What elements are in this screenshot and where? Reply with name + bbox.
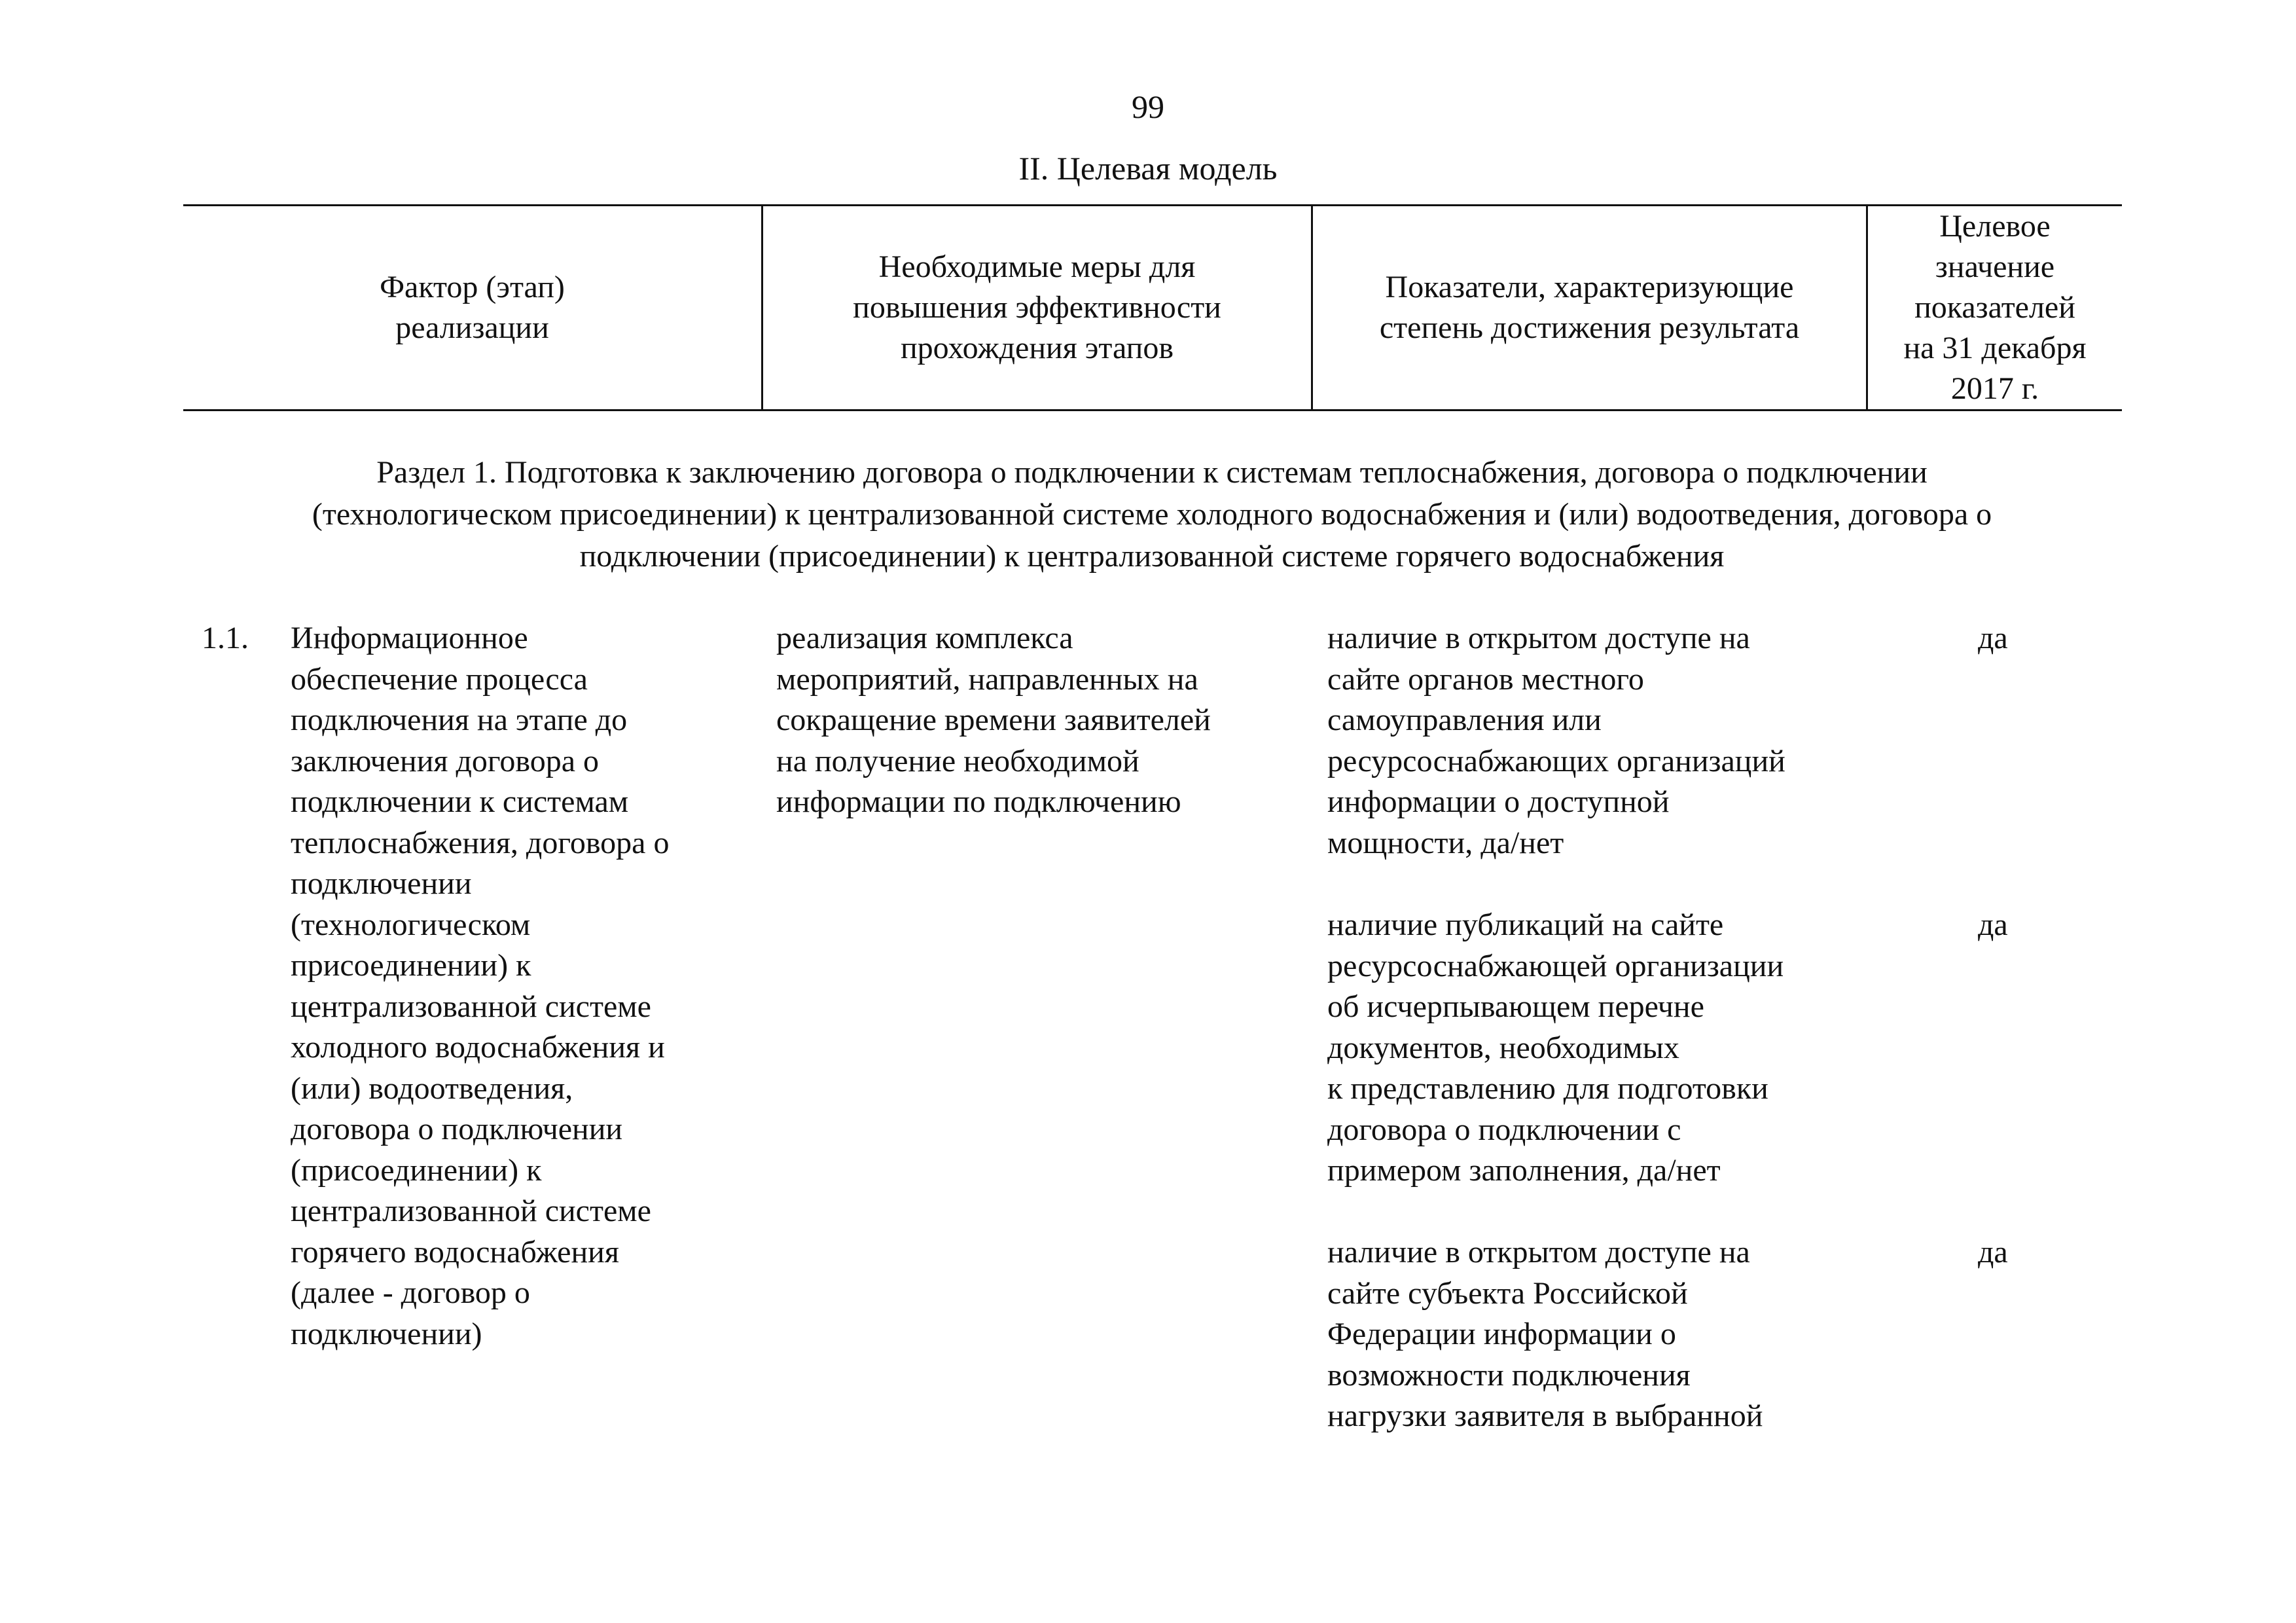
indicator-line: нагрузки заявителя в выбранной (1327, 1398, 1763, 1433)
factor-line: централизованной системе (291, 1194, 651, 1228)
header-target-line: показателей (1914, 290, 2075, 325)
row-number: 1.1. (202, 621, 249, 655)
header-measures-line: Необходимые меры для (878, 249, 1196, 284)
row-factor (291, 618, 669, 1355)
section-title-line: подключении (присоединении) к централизованной системе горячего водоснабжения (579, 539, 1725, 574)
factor-line: подключении) (291, 1316, 482, 1351)
indicator-line: договора о подключении с (1327, 1112, 1681, 1147)
factor-line: подключении (291, 866, 472, 901)
target-value-1: да (1978, 621, 2008, 655)
header-target-value (1868, 206, 2122, 409)
factor-line: централизованной системе (291, 989, 651, 1024)
header-factor-line: реализации (395, 310, 549, 345)
header-indicators-line: Показатели, характеризующие (1385, 270, 1794, 304)
measures-line: реализация комплекса (776, 621, 1073, 655)
measures-line: информации по подключению (776, 784, 1181, 819)
indicator-line: сайте органов местного (1327, 661, 1644, 697)
factor-line: (далее - договор о (291, 1275, 530, 1310)
indicator-line: Федерации информации о (1327, 1317, 1676, 1351)
indicator-line: документов, необходимых (1327, 1030, 1679, 1065)
factor-line: (или) водоотведения, (291, 1070, 573, 1106)
section-title-line: Раздел 1. Подготовка к заключению договора о подключении к системам теплоснабжения, договора о подключении (376, 455, 1928, 490)
header-measures-line: повышения эффективности (853, 290, 1221, 325)
factor-line: (технологическом (291, 907, 531, 942)
indicator-line: возможности подключения (1327, 1357, 1691, 1393)
indicator-line: ресурсоснабжающих организаций (1327, 743, 1785, 778)
header-target-line: на 31 декабря (1903, 331, 2087, 365)
header-factor-line: Фактор (этап) (380, 270, 565, 304)
indicator-line: ресурсоснабжающей организации (1327, 948, 1784, 983)
indicator-line: наличие в открытом доступе на (1327, 1235, 1750, 1269)
indicator-2 (1327, 905, 1784, 1192)
indicator-line: об исчерпывающем перечне (1327, 989, 1704, 1024)
table-header (183, 204, 2122, 411)
measures-line: мероприятий, направленных на (776, 661, 1198, 697)
factor-line: присоединении) к (291, 948, 531, 983)
page-title: II. Целевая модель (1018, 150, 1278, 187)
page-number: 99 (1132, 88, 1164, 125)
factor-line: подключении к системам (291, 784, 629, 819)
indicator-line: самоуправления или (1327, 702, 1602, 737)
indicator-1 (1327, 618, 1785, 864)
header-target-line: Целевое (1939, 209, 2051, 244)
factor-line: договора о подключении (291, 1112, 623, 1146)
factor-line: теплоснабжения, договора о (291, 825, 670, 860)
indicator-line: примером заполнения, да/нет (1327, 1153, 1721, 1188)
header-indicators (1313, 206, 1868, 409)
section-title-line: (технологическом присоединении) к централизованной системе холодного водоснабжения и (или) водоотведения, договора о (312, 497, 1992, 532)
indicator-line: информации о доступной (1327, 784, 1670, 819)
header-target-line: 2017 г. (1950, 371, 2039, 406)
indicator-line: наличие публикаций на сайте (1327, 907, 1724, 942)
indicator-line: к представлению для подготовки (1327, 1071, 1768, 1106)
indicator-line: мощности, да/нет (1327, 825, 1564, 860)
measures-line: на получение необходимой (776, 743, 1139, 778)
factor-line: подключения на этапе до (291, 702, 628, 737)
factor-line: обеспечение процесса (291, 661, 588, 697)
indicator-line: сайте субъекта Российской (1327, 1275, 1688, 1311)
measures-line: сокращение времени заявителей (776, 702, 1211, 737)
factor-line: горячего водоснабжения (291, 1234, 619, 1269)
header-target-line: значение (1935, 249, 2055, 284)
section-title (177, 452, 2127, 577)
header-measures (763, 206, 1313, 409)
factor-line: Информационное (291, 621, 528, 655)
indicator-3 (1327, 1232, 1763, 1437)
header-factor (183, 206, 763, 409)
row-measures (776, 618, 1211, 823)
header-measures-line: прохождения этапов (900, 331, 1174, 365)
target-value-2: да (1978, 907, 2008, 942)
header-indicators-line: степень достижения результата (1379, 310, 1800, 345)
factor-line: (присоединении) к (291, 1152, 542, 1188)
target-value-3: да (1978, 1235, 2008, 1269)
factor-line: заключения договора о (291, 743, 600, 778)
factor-line: холодного водоснабжения и (291, 1030, 665, 1065)
indicator-line: наличие в открытом доступе на (1327, 621, 1750, 655)
